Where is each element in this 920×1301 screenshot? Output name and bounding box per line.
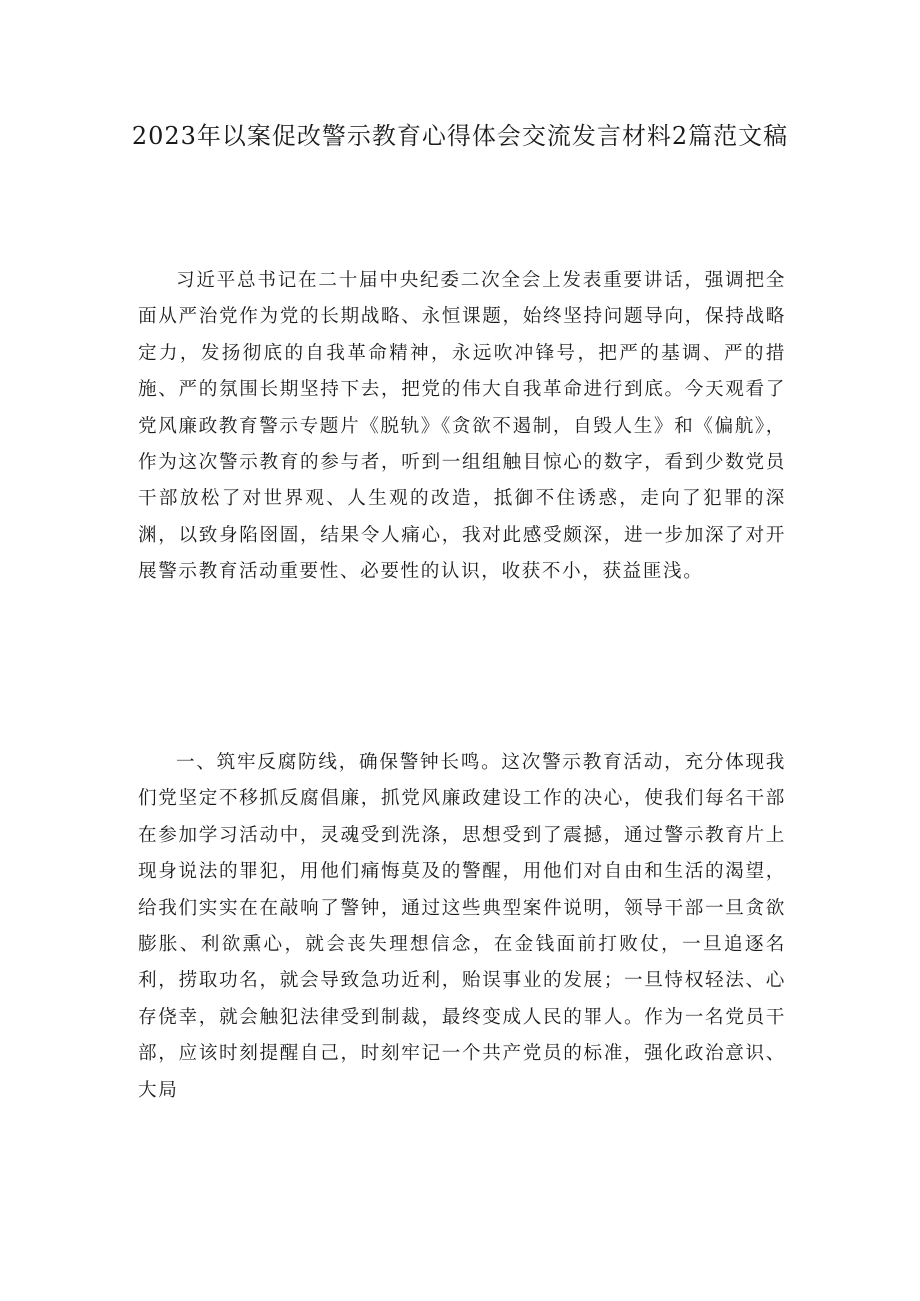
paragraph-section-one: 一、筑牢反腐防线，确保警钟长鸣。这次警示教育活动，充分体现我们党坚定不移抓反腐倡廉，抓党风廉政建设工作的决心，使我们每名干部在参加学习活动中，灵魂受到洗涤，思想受到了震撼，通过警示教育片上现身说法的罪犯，用他们痛悔莫及的警醒，用他们对自由和生活的渴望，给我们实实在在敲响了警钟，通过这些典型案件说明，领导干部一旦贪欲膨胀、利欲熏心，就会丧失理想信念，在金钱面前打败仗，一旦追逐名利，捞取功名，就会导致急功近利，贻误事业的发展；一旦恃权轻法、心存侥幸，就会触犯法律受到制裁，最终变成人民的罪人。作为一名党员干部，应该时刻提醒自己，时刻牢记一个共产党员的标准，强化政治意识、大局 xyxy=(138,752,786,1101)
paragraph-intro: 习近平总书记在二十届中央纪委二次全会上发表重要讲话，强调把全面从严治党作为党的长期战略、永恒课题，始终坚持问题导向，保持战略定力，发扬彻底的自我革命精神，永远吹冲锋号，把严的基调、严的措施、严的氛围长期坚持下去，把党的伟大自我革命进行到底。今天观看了党风廉政教育警示专题片《脱轨》《贪欲不遏制，自毁人生》和《偏航》，作为这次警示教育的参与者，听到一组组触目惊心的数字，看到少数党员干部放松了对世界观、人生观的改造，抵御不住诱惑，走向了犯罪的深渊，以致身陷囹圄，结果令人痛心，我对此感受颇深，进一步加深了对开展警示教育活动重要性、必要性的认识，收获不小，获益匪浅。 xyxy=(138,270,786,583)
document-title: 2023年以案促改警示教育心得体会交流发言材料2篇范文稿 xyxy=(131,122,789,150)
